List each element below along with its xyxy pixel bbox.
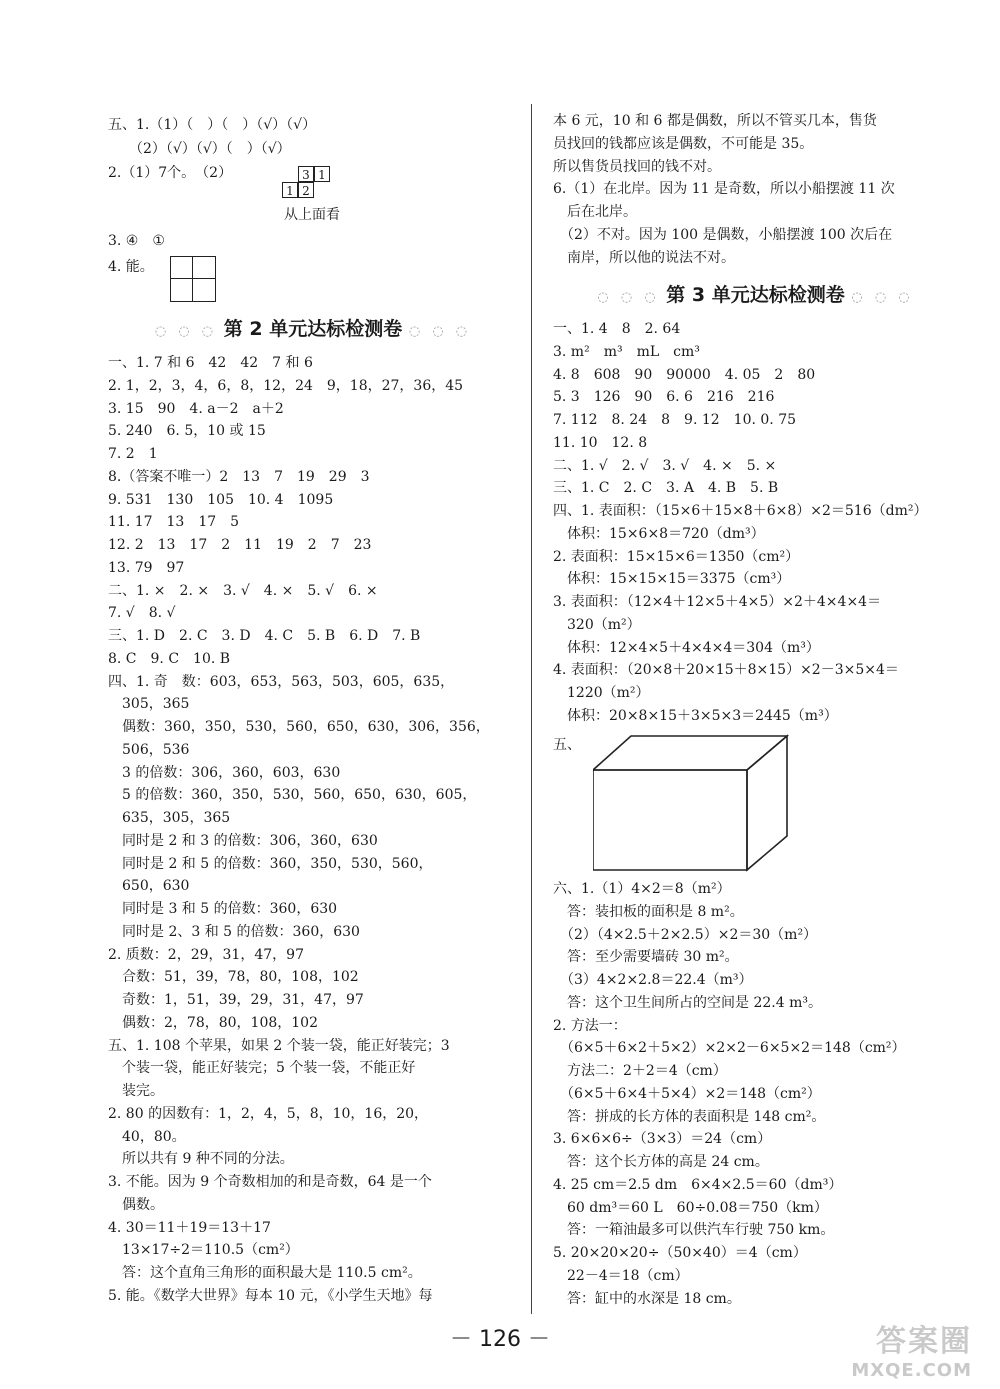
answer-line: 后在北岸。 [553,204,637,220]
answer-line: 2. 表面积：15×15×6＝1350（cm²） [553,548,800,565]
answer-line: 22－4＝18（cm） [553,1267,689,1284]
answer-line: 四、1. 表面积：（15×6＋15×8＋6×8）×2＝516（dm²） [553,503,928,519]
answer-line: 答：这个卫生间所占的空间是 22.4 m³。 [553,994,822,1011]
answer-line: 2. 80 的因数有：1，2，4，5，8，10，16，20， [108,1105,429,1122]
question-label: 五、 [553,737,581,753]
answer-line: 二、1. × 2. × 3. √ 4. × 5. √ 6. × [108,582,378,599]
answer-line: 奇数：1，51，39，29，31，47，97 [108,992,364,1008]
answer-line: 答：装扣板的面积是 8 m²。 [553,903,744,920]
answer-line: 6.（1）在北岸。因为 11 是奇数，所以小船摆渡 11 次 [553,181,895,198]
answer-line: 3. ④ ① [108,233,165,249]
answer-line: 13. 79 97 [108,559,185,576]
cuboid-drawing [593,734,789,874]
answer-line: 同时是 2 和 3 的倍数：306，360，630 [108,832,378,849]
watermark [851,1316,972,1381]
answer-line: 7. 2 1 [108,446,158,462]
section-title [553,282,958,311]
answer-line: 答：一箱油最多可以供汽车行驶 750 km。 [553,1222,835,1239]
answer-line: 偶数：2，78，80，108，102 [108,1014,318,1031]
answer-line: 同时是 2 和 5 的倍数：360，350，530，560， [108,855,433,872]
answer-line: 5 的倍数：360，350，530，560，650，630，605， [108,787,477,804]
answer-line: 3. 不能。因为 9 个奇数相加的和是奇数，64 是一个 [108,1174,432,1190]
answer-line: 5. 能。《数学大世界》每本 10 元，《小学生天地》每 [108,1287,433,1304]
answer-line: （2）不对。因为 100 是偶数，小船摆渡 100 次后在 [553,226,893,243]
answer-line: 3. m² m³ mL cm³ [553,343,700,360]
answer-line: 4. 25 cm＝2.5 dm 6×4×2.5＝60（dm³） [553,1176,843,1193]
answer-line: 60 dm³＝60 L 60÷0.08＝750（km） [553,1199,828,1216]
answer-line: 11. 10 12. 8 [553,434,648,451]
answer-line: 体积：12×4×5＋4×4×4＝304（m³） [553,639,820,656]
answer-line: 体积：15×6×8＝720（dm³） [553,525,765,542]
answer-line: 5. 20×20×20÷（50×40）＝4（cm） [553,1245,807,1261]
answer-line: 合数：51，39，78，80，108，102 [108,969,359,986]
answer-line: 五、1. 108 个苹果，如果 2 个装一袋，能正好装完；3 [108,1037,450,1054]
answer-line: 2. 质数：2，29，31，47，97 [108,946,304,963]
answer-line: 4. 能。 [108,259,154,275]
answer-line: 答：至少需要墙砖 30 m²。 [553,949,739,966]
square-grid [170,256,216,302]
answer-line: 答：这个直角三角形的面积最大是 110.5 cm²。 [108,1265,422,1281]
answer-line: 员找回的钱都应该是偶数，不可能是 35。 [553,135,814,152]
answer-line: 体积：20×8×15＋3×5×3＝2445（m³） [553,707,838,724]
grid-cell: 2 [298,182,314,198]
section-title-text: 第 2 单元达标检测卷 [223,318,403,340]
answer-line: 答：这个长方体的高是 24 cm。 [553,1154,769,1170]
answer-line: 4. 8 608 90 90000 4. 05 2 80 [553,366,816,383]
answer-line: 2. 1，2，3，4，6，8，12，24 9，18，27，36，45 [108,377,464,394]
answer-line: 四、1. 奇 数：603，653，563，503，605，635， [108,673,455,690]
answer-line: 同时是 2、3 和 5 的倍数：360，630 [108,923,360,940]
answer-line: 40，80。 [108,1128,186,1145]
grid-cell: 3 [298,166,314,182]
answer-line: 8.（答案不唯一）2 13 7 19 29 3 [108,468,370,485]
answer-line: （2）（√）（√）（ ）（√） [108,141,291,157]
answer-line: 同时是 3 和 5 的倍数：360，630 [108,901,338,917]
answer-line: 2.（1）7个。 （2） [108,165,233,181]
answer-line: 3 的倍数：306，360，603，630 [108,764,341,781]
answer-line: 所以售货员找回的钱不对。 [553,158,721,175]
answer-line: 答：缸中的水深是 18 cm。 [553,1290,741,1307]
answer-line: （2）（4×2.5＋2×2.5）×2＝30（m²） [553,926,818,943]
decoration-dots: ◌ ◌ ◌ [408,324,472,339]
answer-line: 一、1. 7 和 6 42 42 7 和 6 [108,355,313,371]
answer-line: （6×5＋6×4＋5×4）×2＝148（cm²） [553,1085,821,1102]
answer-line: 5. 3 126 90 6. 6 216 216 [553,389,775,406]
answer-line: 个装一袋，能正好装完；5 个装一袋，不能正好 [108,1060,416,1077]
answer-line: 7. 112 8. 24 8 9. 12 10. 0. 75 [553,412,797,428]
answer-line: 三、1. C 2. C 3. A 4. B 5. B [553,480,779,497]
answer-line: 13×17÷2＝110.5（cm²） [108,1242,299,1259]
answer-line: 一、1. 4 8 2. 64 [553,321,681,337]
answer-line: 1220（m²） [553,685,650,701]
page-number: － 126 － [450,1327,550,1352]
section-title [108,316,518,345]
decoration-dots: ◌ ◌ ◌ [597,290,660,305]
answer-line: 南岸，所以他的说法不对。 [553,249,735,266]
grid-cell: 1 [282,182,298,198]
answer-line: 六、1.（1）4×2＝8（m²） [553,881,731,897]
answer-line: 7. √ 8. √ [108,605,176,622]
top-view-grid [278,166,338,206]
answer-line: 体积：15×15×15＝3375（cm³） [553,571,791,588]
answer-line: 12. 2 13 17 2 11 19 2 7 23 [108,537,372,553]
answer-line: 五、1.（1）（ ）（ ）（√）（√） [108,117,317,133]
answer-line: 4. 30＝11＋19＝13＋17 [108,1219,271,1236]
answer-line: 所以共有 9 种不同的分法。 [108,1151,294,1168]
answer-line: 3. 表面积：（12×4＋12×5＋4×5）×2＋4×4×4＝ [553,594,882,610]
answer-line: 3. 15 90 4. a－2 a＋2 [108,400,284,417]
watermark-logo: 答案圈 [876,1324,972,1359]
answer-line: 装完。 [108,1083,164,1099]
view-caption: 从上面看 [284,207,340,223]
answer-line: 5. 240 6. 5，10 或 15 [108,423,266,440]
answer-line: 二、1. √ 2. √ 3. √ 4. × 5. × [553,457,777,474]
answer-line: （6×5＋6×2＋5×2）×2×2－6×5×2＝148（cm²） [553,1040,906,1057]
answer-line: 3. 6×6×6÷（3×3）＝24（cm） [553,1131,772,1148]
answer-line: 4. 表面积：（20×8＋20×15＋8×15）×2－3×5×4＝ [553,662,899,679]
answer-line: 偶数。 [108,1196,164,1213]
answer-line: 本 6 元，10 和 6 都是偶数，所以不管买几本，售货 [553,113,877,129]
answer-line: 650，630 [108,878,190,895]
answer-line: 320（m²） [553,616,641,633]
answer-line: 9. 531 130 105 10. 4 1095 [108,491,334,508]
answer-line: 8. C 9. C 10. B [108,650,231,667]
answer-line: 506，536 [108,741,190,758]
answer-line: 11. 17 13 17 5 [108,514,240,531]
answer-line: 2. 方法一： [553,1017,627,1034]
answer-line: 三、1. D 2. C 3. D 4. C 5. B 6. D 7. B [108,628,421,644]
section-title-text: 第 3 单元达标检测卷 [666,284,845,306]
answer-line: 答：拼成的长方体的表面积是 148 cm²。 [553,1108,826,1125]
watermark-url: MXQE.COM [851,1360,972,1381]
column-divider [531,104,532,1314]
answer-line: 偶数：360，350，530，560，650，630，306，356， [108,719,490,735]
decoration-dots: ◌ ◌ ◌ [851,290,914,305]
answer-line: （3）4×2×2.8＝22.4（m³） [553,972,753,988]
answer-line: 305，365 [108,696,190,713]
answer-line: 方法二：2＋2＝4（cm） [553,1063,727,1079]
answer-line: 635，305，365 [108,810,231,826]
grid-cell: 1 [314,166,330,182]
decoration-dots: ◌ ◌ ◌ [154,324,218,339]
